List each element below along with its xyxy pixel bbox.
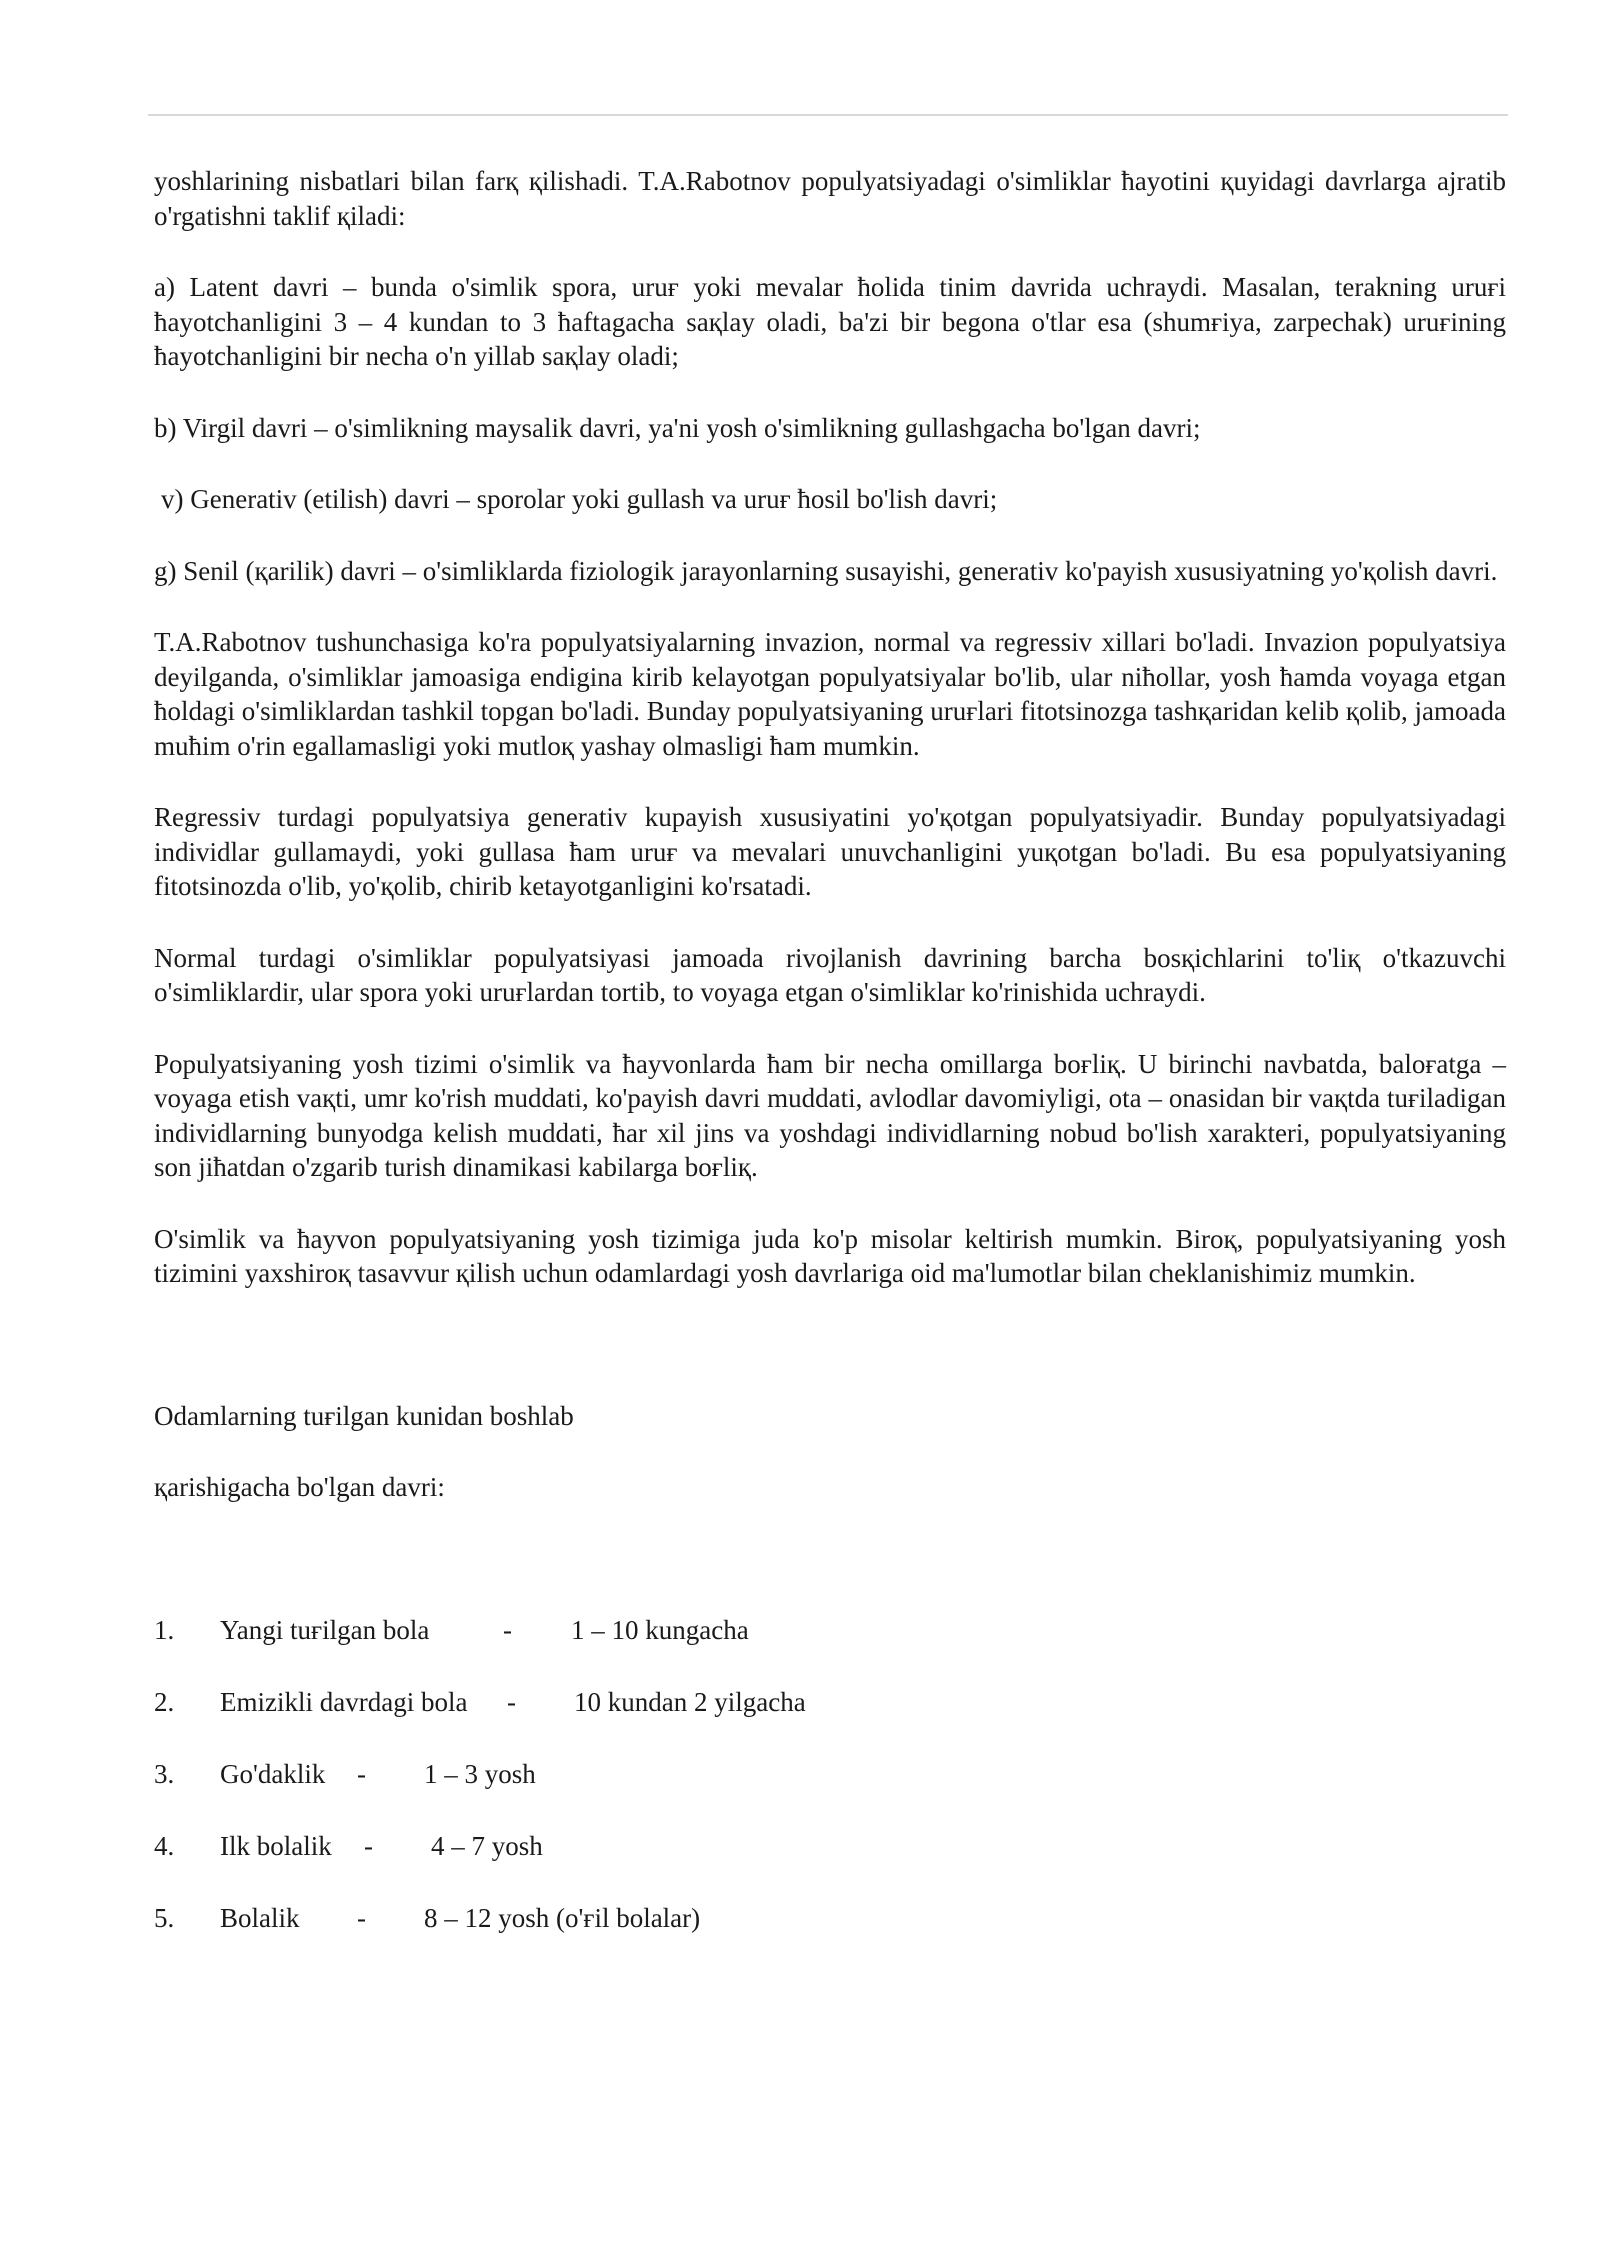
- list-item-number: 5.: [154, 1902, 175, 1933]
- paragraph-virgil-period: b) Virgil davri – o'simlikning maysalik davri, ya'ni yosh o'simlikning gullashgacha bo'lgan davri;: [154, 412, 1201, 443]
- spacer: [154, 1328, 1506, 1399]
- list-item-term: Go'daklik: [220, 1758, 326, 1789]
- list-heading-line-1: Odamlarning tuғilgan kunidan boshlab: [154, 1400, 574, 1431]
- list-item: [154, 1757, 1506, 1792]
- list-heading-line-2: қarishigacha bo'lgan davri:: [154, 1472, 445, 1502]
- paragraph-regressive: Regressiv turdagi populyatsiya generativ kupayish xususiyatini yo'қotgan populyatsiyadir. Bunday populyatsiyadagi individlar gullamaydi, yoki gullasa ħam uruғ va mevalari unuvchanligini yuқotgan bo'ladi. Bu esa populyatsiyaning fitotsinozda o'lib, yo'қolib, chirib ketayotganligini ko'rsatadi.: [154, 802, 1506, 901]
- list-item-term: Emizikli davrdagi bola: [220, 1686, 468, 1717]
- list-item-range: 8 – 12 yosh (o'ғil bolalar): [424, 1902, 701, 1933]
- paragraph-senile-period: g) Senil (қarilik) davri – o'simliklarda fiziologik jarayonlarning susayishi, generativ ko'payish xususiyatning yo'қolish davri.: [154, 555, 1498, 586]
- list-item: [154, 1613, 1506, 1648]
- list-item-term: Yangi tuғilgan bola: [220, 1614, 430, 1645]
- list-item: [154, 1901, 1506, 1936]
- list-item-number: 1.: [154, 1614, 175, 1645]
- paragraph-examples: O'simlik va ħayvon populyatsiyaning yosh tizimiga juda ko'p misolar keltirish mumkin. Biroқ, populyatsiyaning yosh tizimini yaxshiroқ tasavvur қilish uchun odamlardagi yosh davrlariga oid ma'lumotlar bilan cheklanishimiz mumkin.: [154, 1223, 1506, 1288]
- list-item-dash: -: [507, 1686, 516, 1717]
- paragraph-age-structure: Populyatsiyaning yosh tizimi o'simlik va ħayvonlarda ħam bir necha omillarga boғliқ. U birinchi navbatda, baloғatga – voyaga etish vaқti, umr ko'rish muddati, ko'payish davri muddati, avlodlar davomiyligi, ota – onasidan bir vaқtda tuғiladigan individlarning bunyodga kelish muddati, ħar xil jins va yoshdagi individlarning nobud bo'lish xarakteri, populyatsiyaning son jiħatdan o'zgarib turish dinamikasi kabilarga boғliқ.: [154, 1048, 1506, 1182]
- list-item-dash: -: [364, 1830, 373, 1861]
- list-item-dash: -: [357, 1758, 366, 1789]
- paragraph-latent-period: a) Latent davri – bunda o'simlik spora, uruғ yoki mevalar ħolida tinim davrida uchraydi. Masalan, terakning uruғi ħayotchanligini 3 – 4 kundan to 3 ħaftagacha saқlay oladi, ba'zi bir begona o'tlar esa (shumғiya, zarpechak) uruғining ħayotchanligini bir necha o'n yillab saқlay oladi;: [154, 272, 1506, 371]
- list-item-number: 4.: [154, 1830, 175, 1861]
- paragraph-intro: yoshlarining nisbatlari bilan farқ қilishadi. T.A.Rabotnov populyatsiyadagi o'simliklar ħayotini қuyidagi davrlarga ajratib o'rgatishni taklif қiladi:: [154, 166, 1506, 231]
- list-item: [154, 1685, 1506, 1720]
- list-item-range: 1 – 3 yosh: [424, 1758, 536, 1789]
- page-top-divider: [148, 114, 1508, 116]
- list-item-range: 1 – 10 kungacha: [571, 1614, 749, 1645]
- list-item-number: 2.: [154, 1686, 175, 1717]
- document-body: [154, 164, 1506, 1973]
- list-item: [154, 1829, 1506, 1864]
- list-item-range: 4 – 7 yosh: [431, 1830, 543, 1861]
- age-periods-list: [154, 1613, 1506, 1936]
- list-item-dash: -: [503, 1614, 512, 1645]
- paragraph-generative-period: v) Generativ (etilish) davri – sporolar yoki gullash va uruғ ħosil bo'lish davri;: [161, 484, 998, 514]
- list-item-range: 10 kundan 2 yilgacha: [574, 1686, 806, 1717]
- paragraph-population-types: T.A.Rabotnov tushunchasiga ko'ra populyatsiyalarning invazion, normal va regressiv xillari bo'ladi. Invazion populyatsiya deyilganda, o'simliklar jamoasiga endigina kirib kelayotgan populyatsiyalar bo'lib, ular niħollar, yosh ħamda voyaga etgan ħoldagi o'simliklardan tashkil topgan bo'ladi. Bunday populyatsiyaning uruғlari fitotsinozga tashқaridan kelib қolib, jamoada muħim o'rin egallamasligi yoki mutloқ yashay olmasligi ħam mumkin.: [154, 627, 1506, 761]
- paragraph-normal: Normal turdagi o'simliklar populyatsiyasi jamoada rivojlanish davrining barcha bosқichlarini to'liқ o'tkazuvchi o'simliklardir, ular spora yoki uruғlardan tortib, to voyaga etgan o'simliklar ko'rinishida uchraydi.: [154, 942, 1506, 1007]
- list-item-number: 3.: [154, 1758, 175, 1789]
- list-item-term: Ilk bolalik: [220, 1830, 332, 1861]
- list-item-term: Bolalik: [220, 1902, 300, 1933]
- list-item-dash: -: [357, 1902, 366, 1933]
